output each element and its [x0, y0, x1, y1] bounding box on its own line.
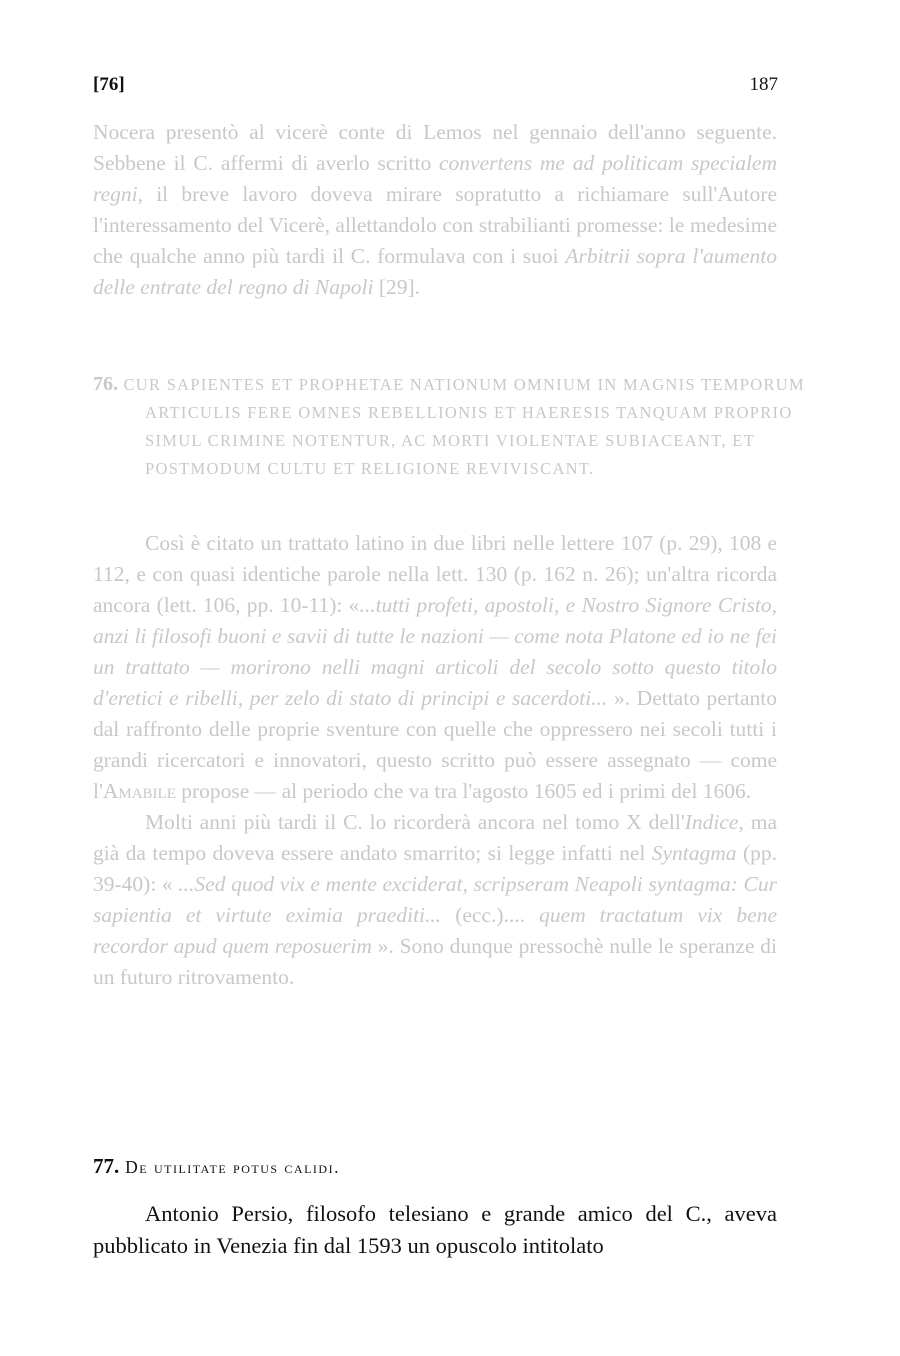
entry-76-paragraph-1: [93, 528, 777, 807]
entry-76-body: [93, 528, 777, 993]
entry-77-title: De utilitate potus calidi.: [125, 1157, 340, 1177]
p2-syntagma: Syntagma: [651, 841, 737, 865]
running-head: [93, 74, 778, 96]
p2-text-c: (pp. 39-40): «: [93, 841, 777, 896]
p2-text-d: (ecc.)....: [441, 903, 540, 927]
entry-76-title: CUR SAPIENTES ET PROPHETAE NATIONUM OMNIUM IN MAGNIS TEMPORUM ARTICULIS FERE OMNES REBELLIONIS ET HAERESIS TANQUAM PROPRIO SIMUL CRIMINE NOTENTUR, AC MORTI VIOLENTAE SUBIACEANT, ET POSTMODUM CULTU ET RELIGIONE REVIVISCANT.: [123, 375, 805, 478]
entry-77-number: 77.: [93, 1154, 120, 1178]
entry-76-heading: [93, 370, 835, 483]
p2-quote-2: quem tractatum vix bene recordor apud quem reposuerim: [93, 903, 778, 958]
entry-77-heading: [93, 1152, 783, 1181]
intro-text: Nocera presentò al vicerè conte di Lemos nel gennaio dell'anno seguente. Sebbene il C. affermi di averlo scritto: [93, 120, 777, 175]
entry-77-body: [93, 1198, 777, 1262]
p1-text-b: ». Dettato pertanto dal raffronto delle proprie sventure con quelle che oppressero nei secoli tutti i grandi ricercatori e innovatori, questo scritto può essere assegnato — come l': [93, 686, 777, 803]
p1-quote: ...tutti profeti, apostoli, e Nostro Signore Cristo, anzi li filosofi buoni e savii di tutte le nazioni — come nota Platone ed io ne fei un trattato — morirono nelli magni articoli del secolo sotto questo titolo d'eretici e ribelli, per zelo di stato di principi e sacerdoti...: [93, 593, 777, 710]
intro-work-title: Arbitrii sopra l'aumento delle entrate del regno di Napoli: [93, 244, 778, 299]
section-number: [76]: [93, 74, 125, 95]
p2-quote-1: ...Sed quod vix e mente exciderat, scripseram Neapoli syntagma: Cur sapientia et virtute eximia praediti...: [93, 872, 778, 927]
entry-76-number: 76.: [93, 373, 118, 395]
p1-text-a: Così è citato un trattato latino in due libri nelle lettere 107 (p. 29), 108 e 112, e con quasi identiche parole nella lett. 130 (p. 162 n. 26); un'altra ricorda ancora (lett. 106, pp. 10-11): «: [93, 531, 777, 617]
p1-text-c: propose — al periodo che va tra l'agosto 1605 ed i primi del 1606.: [175, 779, 752, 803]
intro-reference: [29].: [373, 275, 421, 299]
entry-77-paragraph: Antonio Persio, filosofo telesiano e grande amico del C., aveva pubblicato in Venezia fin dal 1593 un opuscolo intitolato: [93, 1201, 777, 1258]
page-number: 187: [749, 74, 778, 95]
intro-italic-phrase: convertens me ad politicam specialem regni: [93, 151, 777, 206]
intro-paragraph: [93, 117, 777, 303]
p2-text-a: Molti anni più tardi il C. lo ricorderà ancora nel tomo X dell': [145, 810, 685, 834]
p1-amabile: Amabile: [102, 779, 176, 803]
entry-76-paragraph-2: [93, 807, 777, 993]
p2-indice: Indice: [684, 810, 739, 834]
intro-text-2: , il breve lavoro doveva mirare sopratutto a richiamare sull'Autore l'interessamento del Vicerè, allettandolo con strabilianti promesse: le medesime che qualche anno più tardi il C. formulava con i suoi: [93, 182, 777, 268]
p2-text-e: ». Sono dunque pressochè nulle le speranze di un futuro ritrovamento.: [93, 934, 777, 989]
p2-text-b: , ma già da tempo doveva essere andato smarrito; si legge infatti nel: [93, 810, 777, 865]
